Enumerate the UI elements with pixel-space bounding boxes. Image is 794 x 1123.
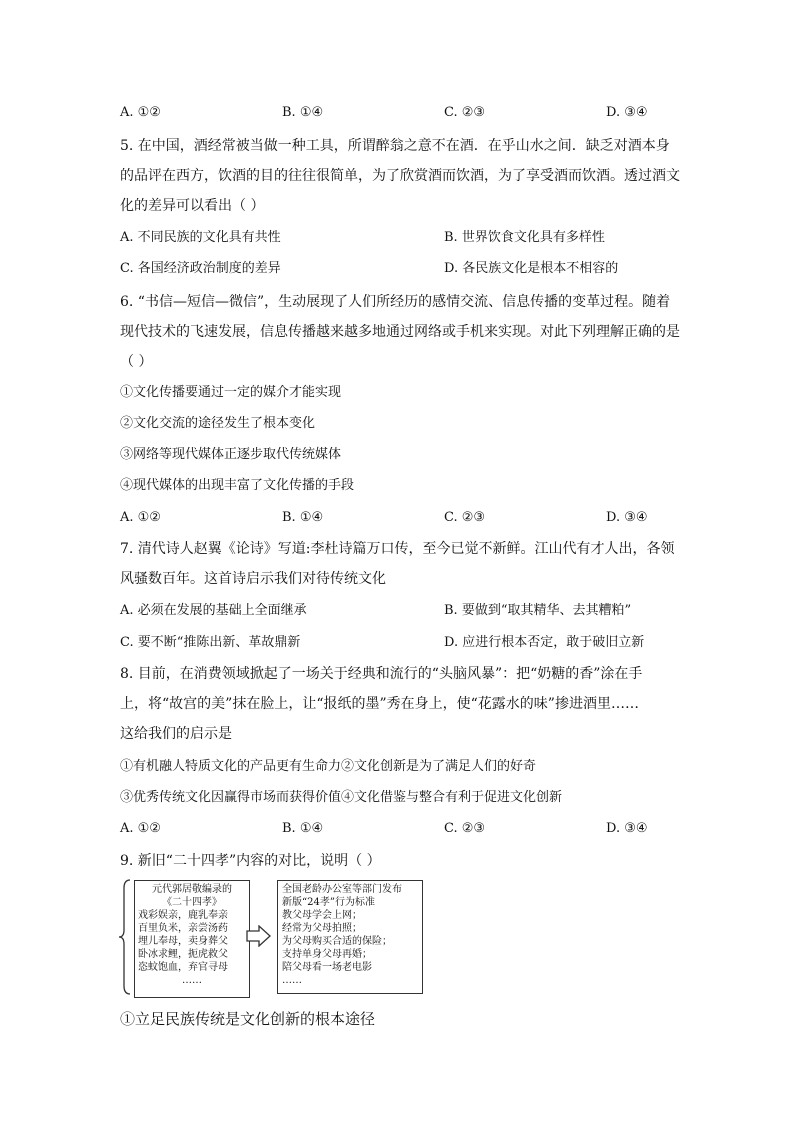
- q7-option-d: D. 应进行根本否定，敢于破旧立新: [444, 635, 645, 650]
- q7-stem-line-2: 风骚数百年。这首诗启示我们对待传统文化: [120, 571, 386, 587]
- q8-item-3-4: ③优秀传统文化因赢得市场而获得价值④文化借鉴与整合有利于促进文化创新: [120, 790, 563, 805]
- new-box-line-3: 为父母购买合适的保险；: [282, 936, 392, 947]
- q6-item-1: ①文化传播要通过一定的媒介才能实现: [120, 385, 342, 400]
- old-box-line-5: 恣蚊饱血，弃官寻母: [138, 962, 228, 973]
- q6-stem-line-2: 现代技术的飞速发展，信息传播越来越多地通过网络或手机来实现。对此下列理解正确的是: [120, 324, 680, 340]
- left-brace-icon: [118, 878, 132, 996]
- q5-stem-line-3: 化的差异可以看出（ ）: [120, 198, 265, 214]
- q6-option-d: D. ③④: [606, 510, 648, 525]
- q6-stem-line-1: 6. “书信—短信—微信”，生动展现了人们所经历的感情交流、信息传播的变革过程。随着: [120, 294, 671, 310]
- old-24-filial-piety-box: [134, 880, 250, 998]
- q5-option-d: D. 各民族文化是根本不相容的: [444, 261, 619, 276]
- old-box-title-2: 《二十四孝》: [162, 897, 222, 908]
- q6-item-4: ④现代媒体的出现丰富了文化传播的手段: [120, 478, 355, 493]
- q5-stem-line-2: 的品评在西方，饮酒的目的往往很简单，为了欣赏酒而饮酒，为了享受酒而饮酒。透过酒文: [120, 168, 680, 184]
- q4-option-d: D. ③④: [606, 105, 648, 120]
- new-box-title-1: 全国老龄办公室等部门发布: [282, 884, 402, 895]
- q8-stem-line-2: 上，将“故宫的美”抹在脸上，让“报纸的墨”秀在身上，使“花露水的味”掺进酒里……: [120, 696, 639, 712]
- q8-stem-line-3: 这给我们的启示是: [120, 726, 232, 742]
- q8-option-a: A. ①②: [120, 821, 161, 836]
- q6-item-2: ②文化交流的途径发生了根本变化: [120, 416, 316, 431]
- new-box-line-1: 教父母学会上网；: [282, 910, 362, 921]
- q6-option-b: B. ①④: [282, 510, 324, 525]
- q9-stem: 9. 新旧“二十四孝”内容的对比，说明（ ）: [120, 853, 381, 869]
- q7-option-a: A. 必须在发展的基础上全面继承: [120, 603, 307, 618]
- old-box-line-4: 卧冰求鲤，扼虎救父: [138, 949, 228, 960]
- new-24-filial-piety-box: [277, 880, 423, 994]
- new-box-line-4: 支持单身父母再婚；: [282, 949, 372, 960]
- old-box-title-1: 元代郭居敬编录的: [152, 884, 232, 895]
- new-box-title-2: 新版“24孝”行为标准: [282, 897, 375, 908]
- new-box-line-2: 经常为父母拍照；: [282, 923, 362, 934]
- q8-option-d: D. ③④: [606, 821, 648, 836]
- q4-option-a: A. ①②: [120, 105, 161, 120]
- q8-option-c: C. ②③: [444, 821, 486, 836]
- arrow-right-icon: [246, 925, 272, 947]
- q6-option-a: A. ①②: [120, 510, 161, 525]
- old-box-line-1: 戏彩娱亲，鹿乳奉亲: [138, 910, 228, 921]
- q8-option-b: B. ①④: [282, 821, 324, 836]
- old-box-line-2: 百里负米，亲尝汤药: [138, 923, 228, 934]
- q5-option-c: C. 各国经济政治制度的差异: [120, 261, 281, 276]
- q9-item-1: ①立足民族传统是文化创新的根本途径: [120, 1010, 376, 1028]
- old-box-ellipsis: ……: [182, 975, 202, 986]
- q6-option-c: C. ②③: [444, 510, 486, 525]
- q7-stem-line-1: 7. 清代诗人赵翼《论诗》写道:李杜诗篇万口传，至今已觉不新鲜。江山代有才人出，各领: [120, 541, 675, 557]
- q8-item-1-2: ①有机融人特质文化的产品更有生命力②文化创新是为了满足人们的好奇: [120, 759, 537, 774]
- new-box-ellipsis: ……: [282, 975, 302, 986]
- new-box-line-5: 陪父母看一场老电影: [282, 962, 372, 973]
- q4-option-c: C. ②③: [444, 105, 486, 120]
- q4-option-b: B. ①④: [282, 105, 324, 120]
- q5-option-b: B. 世界饮食文化具有多样性: [444, 230, 605, 245]
- old-box-line-3: 埋儿奉母，卖身葬父: [138, 936, 228, 947]
- q5-stem-line-1: 5. 在中国，酒经常被当做一种工具，所谓醉翁之意不在酒．在乎山水之间．缺乏对酒本身: [120, 138, 670, 154]
- q5-option-a: A. 不同民族的文化具有共性: [120, 230, 281, 245]
- q7-option-b: B. 要做到“取其精华、去其糟粕”: [444, 603, 632, 618]
- q7-option-c: C. 要不断“推陈出新、革故鼎新: [120, 635, 301, 650]
- q8-stem-line-1: 8. 目前，在消费领域掀起了一场关于经典和流行的“头脑风暴”：把“奶糖的香”涂在手: [120, 666, 643, 682]
- q6-stem-line-3: （ ）: [120, 354, 153, 370]
- q6-item-3: ③网络等现代媒体正逐步取代传统媒体: [120, 447, 342, 462]
